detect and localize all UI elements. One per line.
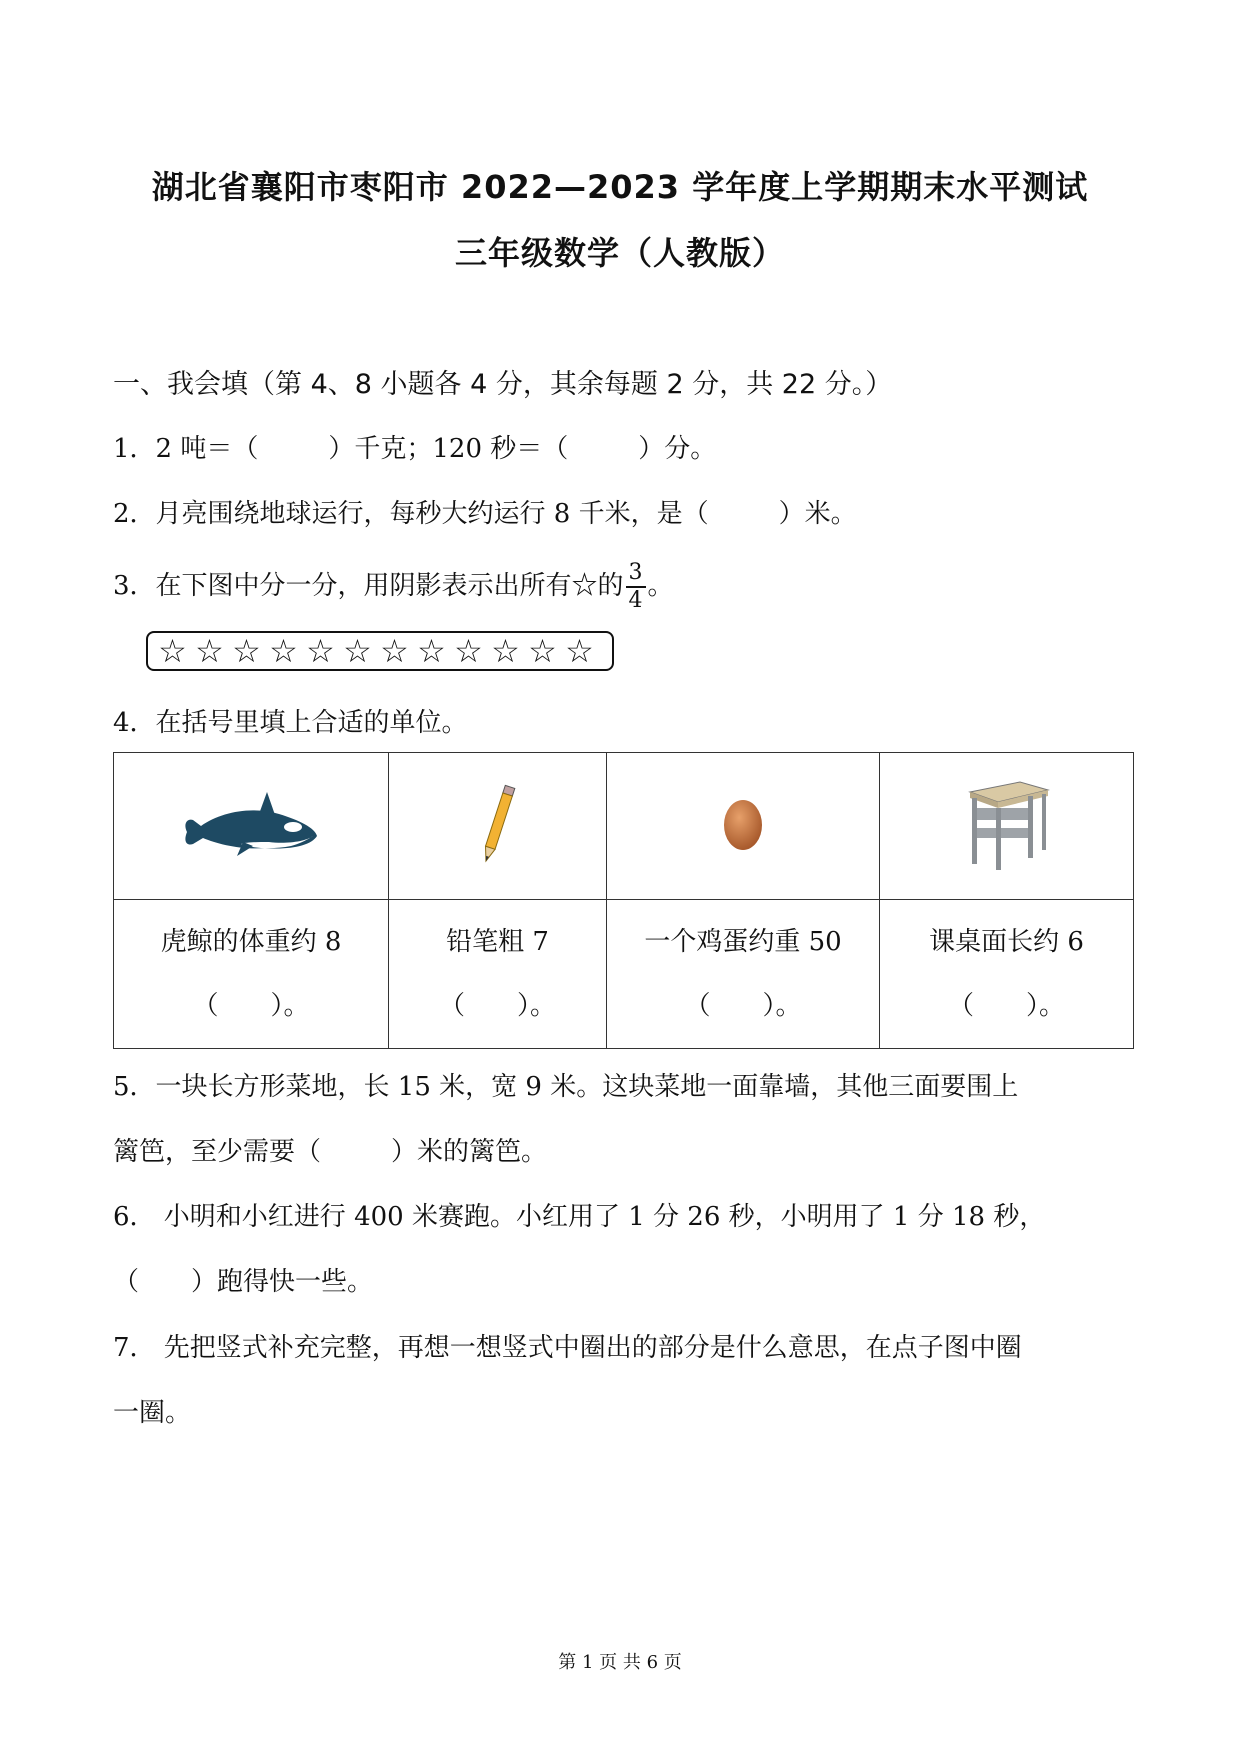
question-6-line2: （ ）跑得快一些。 [113,1267,374,1297]
star-icon[interactable]: ☆ [565,632,594,670]
fraction-three-quarters: $\frac{3}{4}$ [626,560,646,614]
orca-icon [181,784,321,864]
question-6-line1: 6． 小明和小红进行 400 米赛跑。小红用了 1 分 26 秒，小明用了 1 分 18 秒， [113,1202,1046,1232]
star-icon[interactable]: ☆ [528,632,557,670]
star-icon[interactable]: ☆ [232,632,261,670]
pencil-cell [389,753,607,900]
orca-question: 虎鲸的体重约 8 （ ）。 [114,900,389,1049]
star-icon[interactable]: ☆ [306,632,335,670]
section-heading: 一、我会填（第 4、8 小题各 4 分，其余每题 2 分，共 22 分。） [113,369,893,400]
question-1: 1．2 吨＝（ ）千克；120 秒＝（ ）分。 [113,434,717,464]
star-icon[interactable]: ☆ [195,632,224,670]
question-7-line2: 一圈。 [113,1398,192,1428]
pencil-icon [478,779,518,869]
star-icon[interactable]: ☆ [343,632,372,670]
orca-cell [114,753,389,900]
star-icon[interactable]: ☆ [454,632,483,670]
desk-cell [880,753,1134,900]
star-icon[interactable]: ☆ [491,632,520,670]
question-5-line2: 篱笆，至少需要（ ）米的篱笆。 [113,1137,548,1167]
answer-blank[interactable]: （ ）。 [684,991,802,1021]
unit-table [113,752,1134,1049]
star-box[interactable] [146,631,614,671]
desk-question: 课桌面长约 6 （ ）。 [880,900,1134,1049]
egg-icon [721,796,765,852]
star-icon[interactable]: ☆ [158,632,187,670]
egg-question: 一个鸡蛋约重 50 （ ）。 [607,900,880,1049]
egg-cell [607,753,880,900]
exam-subtitle: 三年级数学（人教版） [454,234,785,272]
question-3: 3．在下图中分一分，用阴影表示出所有☆的 $\frac{3}{4}$ 。 [113,560,674,613]
question-4: 4．在括号里填上合适的单位。 [113,708,468,738]
star-icon[interactable]: ☆ [380,632,409,670]
question-7-line1: 7． 先把竖式补充完整，再想一想竖式中圈出的部分是什么意思，在点子图中圈 [113,1333,1022,1363]
answer-blank[interactable]: （ ）。 [438,991,556,1021]
question-2: 2．月亮围绕地球运行，每秒大约运行 8 千米，是（ ）米。 [113,499,857,529]
page-footer: 第 1 页 共 6 页 [558,1652,682,1673]
exam-title: 湖北省襄阳市枣阳市 2022—2023 学年度上学期期末水平测试 [151,168,1089,206]
star-icon[interactable]: ☆ [417,632,446,670]
answer-blank[interactable]: （ ）。 [947,991,1065,1021]
question-5-line1: 5．一块长方形菜地，长 15 米，宽 9 米。这块菜地一面靠墙，其他三面要围上 [113,1072,1019,1102]
star-icon[interactable]: ☆ [269,632,298,670]
answer-blank[interactable]: （ ）。 [192,991,310,1021]
star-row [154,633,598,669]
pencil-question: 铅笔粗 7 （ ）。 [389,900,607,1049]
desk-icon [962,774,1052,874]
